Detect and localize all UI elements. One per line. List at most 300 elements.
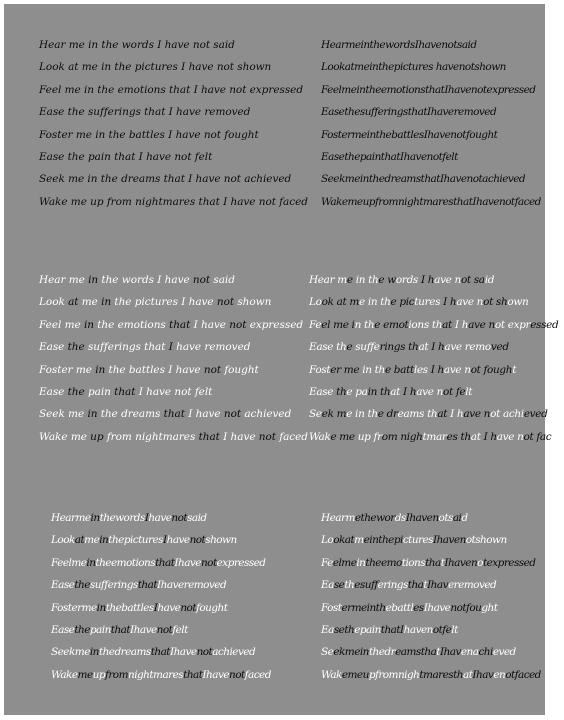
poem-fragment: not (180, 601, 196, 614)
poem-fragment: me (75, 512, 91, 524)
poem-fragment: in (356, 556, 366, 569)
poem-fragment: have (146, 385, 175, 398)
poem-fragment: removed (204, 341, 251, 354)
poem-fragment: otshown (465, 534, 507, 547)
poem-fragment: in th (367, 385, 391, 398)
poem-fragment: Ihav (439, 646, 461, 659)
poem-fragment: battles (121, 601, 154, 614)
poem-fragment: otfaced (505, 668, 541, 681)
poem-fragment: Lo (309, 296, 322, 309)
poem-fragment: Look (39, 296, 69, 309)
poem-fragment: Fost (309, 363, 331, 376)
poem-line (39, 381, 308, 403)
poem-line (51, 552, 271, 574)
poem-fragment: Foster (39, 363, 76, 376)
poem-fragment: e in th (346, 408, 378, 421)
poem-fragment: not (196, 646, 213, 659)
poem-line (39, 56, 308, 78)
poem-fragment: own (507, 296, 529, 309)
poem-fragment: n th (354, 318, 375, 331)
poem-fragment: Ease (309, 385, 337, 398)
poem-fragment: me (74, 646, 90, 659)
poem-fragment: I (130, 623, 134, 636)
poem-block-fragment-highlight (309, 269, 564, 448)
poem-fragment: I h (443, 296, 457, 309)
poem-fragment: Lo (321, 534, 334, 547)
poem-fragment: einthepi (363, 534, 403, 547)
poem-fragment: Hear (51, 512, 76, 524)
poem-fragment: shown (237, 296, 272, 309)
poem-fragment: e batt (384, 363, 414, 376)
poem-fragment: in (88, 274, 102, 286)
poem-line (321, 124, 541, 146)
poem-fragment: up (90, 430, 107, 443)
poem-fragment: I h (483, 430, 497, 443)
poem-line (309, 291, 564, 313)
poem-line (39, 101, 308, 123)
poem-fragment: ed (551, 430, 564, 443)
poem-fragment: at (437, 408, 451, 421)
poem-fragment: tmaresth (419, 668, 464, 681)
poem-fragment: the (97, 318, 118, 331)
poem-fragment: in th (355, 274, 379, 286)
poem-line (51, 529, 271, 551)
poem-fragment: Ease the sufferings that I have removed (39, 106, 251, 119)
poem-fragment: the (74, 623, 90, 636)
poem-fragment: ave remo (444, 341, 491, 354)
poem-fragment: lt (465, 385, 473, 398)
poem-fragment: Fost (321, 601, 342, 614)
poem-fragment: words (115, 512, 145, 524)
poem-fragment: Ea (321, 579, 334, 592)
poem-fragment: I (174, 556, 178, 569)
poem-fragment: ions th (408, 318, 443, 331)
poem-fragment: ds (394, 512, 406, 524)
poem-fragment: rings th (379, 341, 419, 354)
poem-fragment: in (101, 296, 115, 309)
poem-fragment: EasethesufferingsthatIhaveremoved (321, 106, 497, 119)
poem-fragment: ebattl (385, 601, 414, 614)
poem-line (39, 79, 308, 101)
poem-fragment: I h (454, 318, 469, 331)
poem-fragment: Ea (321, 623, 334, 636)
poem-fragment: dreams (121, 408, 164, 421)
poem-fragment: tures (414, 296, 444, 309)
poem-fragment: Ease (51, 579, 75, 592)
poem-fragment: me (71, 556, 87, 569)
poem-fragment: Ease th (309, 341, 347, 354)
poem-fragment: the (74, 579, 90, 592)
poem-fragment: nightmares (135, 430, 199, 443)
poem-fragment: battles (128, 363, 169, 376)
poem-fragment: se (333, 579, 345, 592)
poem-fragment: okat (333, 534, 355, 547)
poem-fragment: otfe (432, 623, 452, 636)
poem-fragment: thedr (368, 646, 396, 659)
poem-fragment: in (89, 646, 99, 659)
poem-fragment: the (108, 534, 124, 547)
poem-fragment: eved (492, 646, 516, 659)
poem-fragment: have (176, 341, 205, 354)
poem-fragment: not (229, 318, 250, 331)
poem-fragment: have (133, 623, 157, 636)
poem-fragment: have (160, 579, 184, 592)
poem-line (321, 191, 541, 213)
poem-fragment: at (68, 296, 82, 309)
poem-fragment: ght (481, 601, 498, 614)
poem-line (321, 641, 541, 663)
poem-fragment: that (155, 556, 175, 569)
poem-fragment: fought (224, 363, 259, 376)
poem-fragment: notfou (450, 601, 482, 614)
poem-fragment: Ease (51, 623, 75, 636)
poem-fragment: t (436, 646, 440, 659)
poem-fragment: from (105, 668, 128, 681)
poem-fragment: fought (196, 601, 228, 614)
poem-fragment: Ease (39, 341, 68, 354)
poem-fragment: th (344, 579, 355, 592)
poem-fragment: m (354, 534, 364, 547)
poem-fragment: that (169, 318, 194, 331)
poem-fragment: les (413, 363, 431, 376)
poem-line (39, 269, 308, 291)
poem-fragment: pain (89, 623, 111, 636)
poem-line (51, 619, 271, 641)
poem-fragment: FeelmeintheemotionsthatIhavenotexpressed (321, 83, 536, 96)
poem-fragment: me (75, 363, 96, 376)
poem-fragment: the (100, 408, 122, 421)
poem-fragment: ave n (468, 318, 495, 331)
poem-fragment: in (87, 408, 101, 421)
poem-fragment: not (229, 668, 245, 681)
poem-fragment: at (74, 534, 85, 547)
poem-fragment: Ease (39, 385, 68, 398)
poem-fragment: Ease the pain that I have not felt (39, 150, 213, 163)
poem-fragment: ek m (321, 408, 347, 421)
poem-line (321, 34, 541, 56)
poem-fragment: Foster me in the battles I have not fought (39, 128, 259, 141)
poem-fragment: tha (407, 579, 424, 592)
poem-fragment: ot fe (443, 385, 466, 398)
poem-line (39, 168, 308, 190)
poem-fragment: Wake me up from nightmares that I have not faced (39, 195, 308, 208)
poem-fragment: the (114, 296, 135, 309)
poem-fragment: not (192, 274, 214, 286)
poem-fragment: the (67, 341, 88, 354)
poem-fragment: at (390, 385, 404, 398)
poem-fragment: have (201, 318, 230, 331)
poem-fragment: not (223, 408, 245, 421)
poem-fragment: the (98, 646, 115, 659)
poem-fragment: in (95, 363, 109, 376)
poem-line (51, 574, 271, 596)
poem-fragment: Hear me in the words I have not said (39, 39, 235, 51)
poem-fragment: t (512, 363, 517, 376)
poem-fragment: t (440, 556, 445, 569)
poem-fragment: sufferings (89, 579, 138, 592)
poem-fragment: have (178, 556, 201, 569)
poem-fragment: eved (523, 408, 548, 421)
poem-line (39, 291, 308, 313)
poem-fragment: I (223, 430, 231, 443)
poem-fragment: pictures (123, 534, 163, 547)
poem-fragment: EasethepainthatIhavenotfelt (321, 150, 458, 163)
poem-fragment: ok at m (321, 296, 359, 309)
poem-line (309, 381, 564, 403)
poem-line (309, 314, 564, 336)
poem-fragment: ermeinth (341, 601, 386, 614)
poem-fragment: the (67, 385, 88, 398)
poem-fragment: I (138, 385, 147, 398)
poem-fragment: felt (194, 385, 213, 398)
poem-fragment: Ihaven (444, 556, 478, 569)
poem-fragment: emeu (341, 668, 369, 681)
poem-fragment: at (418, 341, 432, 354)
poem-fragment: in (83, 318, 98, 331)
poem-fragment: not (174, 385, 195, 398)
poem-fragment: me (81, 601, 97, 614)
poem-fragment: that (163, 408, 189, 421)
poem-fragment: that (150, 646, 170, 659)
poem-fragment: seth (333, 623, 355, 636)
poem-fragment: not (171, 512, 188, 524)
poem-fragment: Look at me in the pictures I have not shown (39, 61, 272, 74)
poem-fragment: esuff (354, 579, 378, 592)
poem-fragment: in (99, 534, 109, 547)
poem-fragment: I (168, 363, 176, 376)
poem-fragment: erings (377, 579, 408, 592)
poem-line (321, 574, 541, 596)
poem-fragment: Feel (51, 556, 72, 569)
poem-line (39, 191, 308, 213)
poem-fragment: Ihave (423, 601, 451, 614)
poem-fragment: me (77, 668, 93, 681)
poem-line (321, 507, 541, 529)
poem-fragment: that (114, 385, 139, 398)
poem-fragment: Feel (39, 318, 65, 331)
poem-fragment: d (461, 512, 468, 524)
poem-fragment: I h (431, 341, 445, 354)
poem-fragment: e w (378, 274, 396, 286)
poem-line (321, 56, 541, 78)
poem-fragment: at (463, 668, 473, 681)
poem-line (321, 619, 541, 641)
poem-fragment: shown (205, 534, 237, 547)
poem-fragment: have (195, 408, 224, 421)
poem-sheet (4, 4, 564, 715)
poem-fragment: Se (309, 408, 322, 421)
poem-fragment: me (64, 318, 84, 331)
poem-fragment: I (157, 579, 161, 592)
poem-fragment: sufferings (87, 341, 145, 354)
poem-fragment: ot expr (494, 318, 531, 331)
poem-fragment: me (84, 534, 100, 547)
poem-fragment: Fe (309, 318, 322, 331)
poem-fragment: Seek (51, 646, 75, 659)
poem-line (321, 529, 541, 551)
poem-fragment: essed (530, 318, 559, 331)
poem-fragment: tions (401, 556, 426, 569)
poem-line (321, 168, 541, 190)
poem-block-spaced-highlight (39, 269, 308, 448)
poem-block-unspaced-highlight (51, 507, 271, 686)
poem-fragment: Seek (39, 408, 69, 421)
poem-fragment: me (81, 296, 102, 309)
poem-fragment: ot achi (490, 408, 524, 421)
poem-fragment: said (213, 274, 235, 286)
poem-block-unspaced-black (321, 34, 541, 213)
poem-fragment: I h (450, 408, 464, 421)
poem-fragment: pictures (134, 296, 182, 309)
poem-fragment: not (200, 556, 217, 569)
poem-fragment: the (95, 556, 111, 569)
poem-fragment: tha (425, 556, 441, 569)
poem-fragment: have (230, 430, 259, 443)
poem-fragment: I (193, 318, 201, 331)
poem-fragment: I (169, 646, 174, 659)
poem-line (39, 124, 308, 146)
poem-fragment: in th (362, 363, 385, 376)
poem-fragment: that (137, 579, 158, 592)
poem-fragment: Hear m (309, 274, 347, 286)
poem-fragment: ave n (463, 408, 491, 421)
poem-line (39, 403, 308, 425)
poem-fragment: have (173, 646, 197, 659)
poem-fragment: I (188, 408, 196, 421)
poem-fragment: pain (87, 385, 115, 398)
poem-fragment: e emot (374, 318, 409, 331)
poem-fragment: ctures (402, 534, 433, 547)
poem-fragment: words (121, 274, 158, 286)
poem-fragment: that (198, 430, 224, 443)
poem-fragment: have (157, 601, 181, 614)
poem-fragment: ords (395, 274, 421, 286)
poem-fragment: that (110, 623, 131, 636)
poem-fragment: ekmein (333, 646, 369, 659)
poem-fragment: Hear (39, 274, 69, 286)
poem-fragment: Se (321, 646, 334, 659)
poem-fragment: removed (183, 579, 227, 592)
poem-fragment: Seek me in the dreams that I have not achieved (39, 173, 292, 186)
poem-line (309, 359, 564, 381)
poem-fragment: not (203, 363, 225, 376)
poem-fragment: e in th (358, 296, 391, 309)
poem-fragment: ave n (416, 385, 444, 398)
poem-fragment: ethewor (354, 512, 395, 524)
poem-line (321, 664, 541, 686)
poem-fragment: I (163, 534, 167, 547)
poem-fragment: expressed (216, 556, 266, 569)
poem-line (309, 426, 564, 448)
poem-line (51, 597, 271, 619)
poem-fragment: me (68, 274, 89, 286)
poem-fragment: thatI (380, 623, 404, 636)
poem-fragment: felt (172, 623, 188, 636)
poem-fragment: I h (420, 274, 435, 286)
poem-line (309, 403, 564, 425)
poem-fragment: I h (430, 363, 444, 376)
poem-fragment: ena (460, 646, 479, 659)
poem-fragment: texpressed (482, 556, 536, 569)
poem-fragment: I (144, 512, 149, 524)
poem-fragment: er me (330, 363, 363, 376)
poem-fragment: have (175, 363, 204, 376)
poem-line (39, 426, 308, 448)
poem-fragment: el me i (321, 318, 355, 331)
poem-line (51, 664, 271, 686)
poem-line (321, 552, 541, 574)
poem-fragment: ot fough (470, 363, 513, 376)
poem-fragment: ai (452, 512, 462, 524)
poem-fragment: not (216, 296, 238, 309)
poem-fragment: from (106, 430, 136, 443)
poem-fragment: Fe (321, 556, 333, 569)
poem-line (39, 314, 308, 336)
poem-fragment: Hearm (321, 512, 355, 524)
poem-fragment: ave n (456, 296, 484, 309)
poem-fragment: I (153, 601, 158, 614)
poem-fragment: SeekmeinthedreamsthatIhavenotachieved (321, 173, 526, 186)
poem-block-spaced-black (39, 34, 308, 213)
poem-fragment: suffe (355, 341, 380, 354)
poem-fragment: e me (330, 430, 358, 443)
poem-fragment: ave n (443, 363, 471, 376)
poem-fragment: Foster (51, 601, 82, 614)
poem-fragment: chi (478, 646, 493, 659)
poem-line (321, 79, 541, 101)
poem-fragment: in (96, 601, 106, 614)
poem-fragment: e pic (390, 296, 415, 309)
poem-fragment: es th (446, 430, 471, 443)
poem-fragment: om nigh (381, 430, 423, 443)
poem-fragment: said (187, 512, 207, 524)
poem-fragment: th (336, 385, 347, 398)
poem-fragment: I h (403, 385, 417, 398)
poem-fragment: eamstha (395, 646, 437, 659)
poem-fragment: ave n (496, 430, 524, 443)
poem-fragment: ot fac (523, 430, 552, 443)
poem-fragment: the (105, 601, 122, 614)
poem-fragment: WakemeupfromnightmaresthatIhavenotfaced (321, 195, 541, 208)
poem-fragment: not (258, 430, 280, 443)
poem-fragment: me (68, 408, 88, 421)
poem-fragment: have (166, 534, 190, 547)
poem-fragment: at (470, 430, 484, 443)
poem-fragment: tmar (422, 430, 447, 443)
poem-fragment: not (189, 534, 206, 547)
poem-fragment: in (86, 556, 96, 569)
poem-line (39, 359, 308, 381)
poem-line (321, 146, 541, 168)
poem-fragment: HearmeinthewordsIhavenotsaid (321, 39, 477, 51)
poem-fragment: that (183, 668, 203, 681)
poem-line (39, 146, 308, 168)
poem-fragment: es (413, 601, 424, 614)
poem-fragment: Wak (321, 668, 342, 681)
poem-fragment: ave n (434, 274, 461, 286)
poem-fragment: Lookatmeinthepictures havenotshown (321, 61, 506, 74)
poem-fragment: I (157, 274, 165, 286)
poem-fragment: FostermeinthebattlesIhavenotfought (321, 128, 498, 141)
poem-fragment: emotions (117, 318, 170, 331)
poem-fragment: t (423, 579, 428, 592)
poem-fragment: e pa (346, 385, 368, 398)
poem-fragment: epain (354, 623, 381, 636)
poem-fragment: nightmares (127, 668, 184, 681)
poem-fragment: o (477, 556, 483, 569)
poem-line (51, 507, 271, 529)
poem-fragment: id (484, 274, 495, 286)
